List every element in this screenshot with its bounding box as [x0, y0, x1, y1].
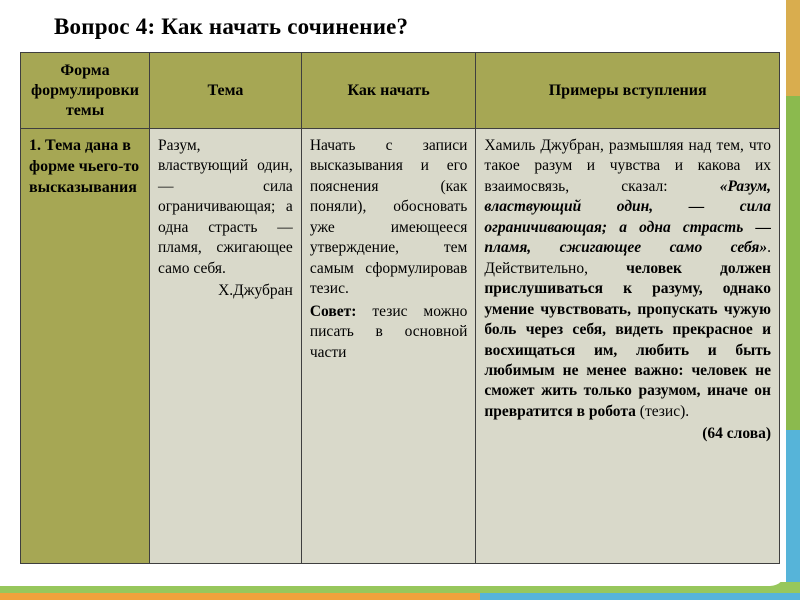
- essay-start-table: [20, 52, 780, 564]
- frame-stripe-blue-bottom-right: [786, 430, 800, 600]
- frame-stripe-blue-bottom: [480, 593, 800, 600]
- slide-title: Вопрос 4: Как начать сочинение?: [54, 14, 409, 39]
- how-advice: [310, 302, 468, 363]
- cell-form: 1. Тема дана в форме чьего-то высказывания: [21, 129, 150, 564]
- header-theme: Тема: [150, 53, 302, 129]
- theme-author: Х.Джубран: [218, 282, 293, 300]
- header-row: [21, 53, 780, 129]
- word-count: (64 слова): [702, 425, 771, 443]
- advice-label: Совет:: [309, 302, 357, 320]
- cell-example: [476, 129, 780, 564]
- theme-text: Разум, властвующий один, — сила ограничивающая; а одна страсть — пламя, сжигающее само себя.: [158, 137, 293, 277]
- frame-stripe-orange-bottom: [0, 593, 480, 600]
- advice-text: тезис можно писать в основной части: [309, 302, 468, 361]
- header-how: Как начать: [301, 53, 476, 129]
- frame-stripe-yellow-top-right: [786, 0, 800, 96]
- header-examples: Примеры вступления: [476, 53, 780, 129]
- example-thesis-marker: (тезис).: [639, 402, 690, 420]
- example-intro: Хамиль Джубран, размышляя над тем, что такое разум и чувства и какова их взаимосвязь, сказал:: [484, 137, 771, 195]
- header-form: Форма формулировки темы: [21, 53, 150, 129]
- cell-how-to-start: [301, 129, 476, 564]
- example-bold-thesis-text: человек должен прислушиваться к разуму, однако умение чувствовать, пропускать чужую боль через себя, видеть прекрасное и восхищаться им, любить и быть любимым не менее важно: человек не сможет жить только разумом, иначе он превратится в робота: [484, 259, 771, 420]
- cell-theme: [150, 129, 302, 564]
- table-row: [21, 129, 780, 564]
- how-main-text: Начать с записи высказывания и его пояснения (как поняли), обосновать уже имеющееся утверждение, тем самым сформулировав тезис.: [309, 137, 468, 298]
- example-paragraph: [484, 136, 771, 422]
- example-quote: «Разум, властвующий один, — сила ограничивающая; а одна страсть — пламя, сжигающее само себя»: [484, 177, 771, 257]
- example-after-quote: . Действительно,: [484, 239, 771, 277]
